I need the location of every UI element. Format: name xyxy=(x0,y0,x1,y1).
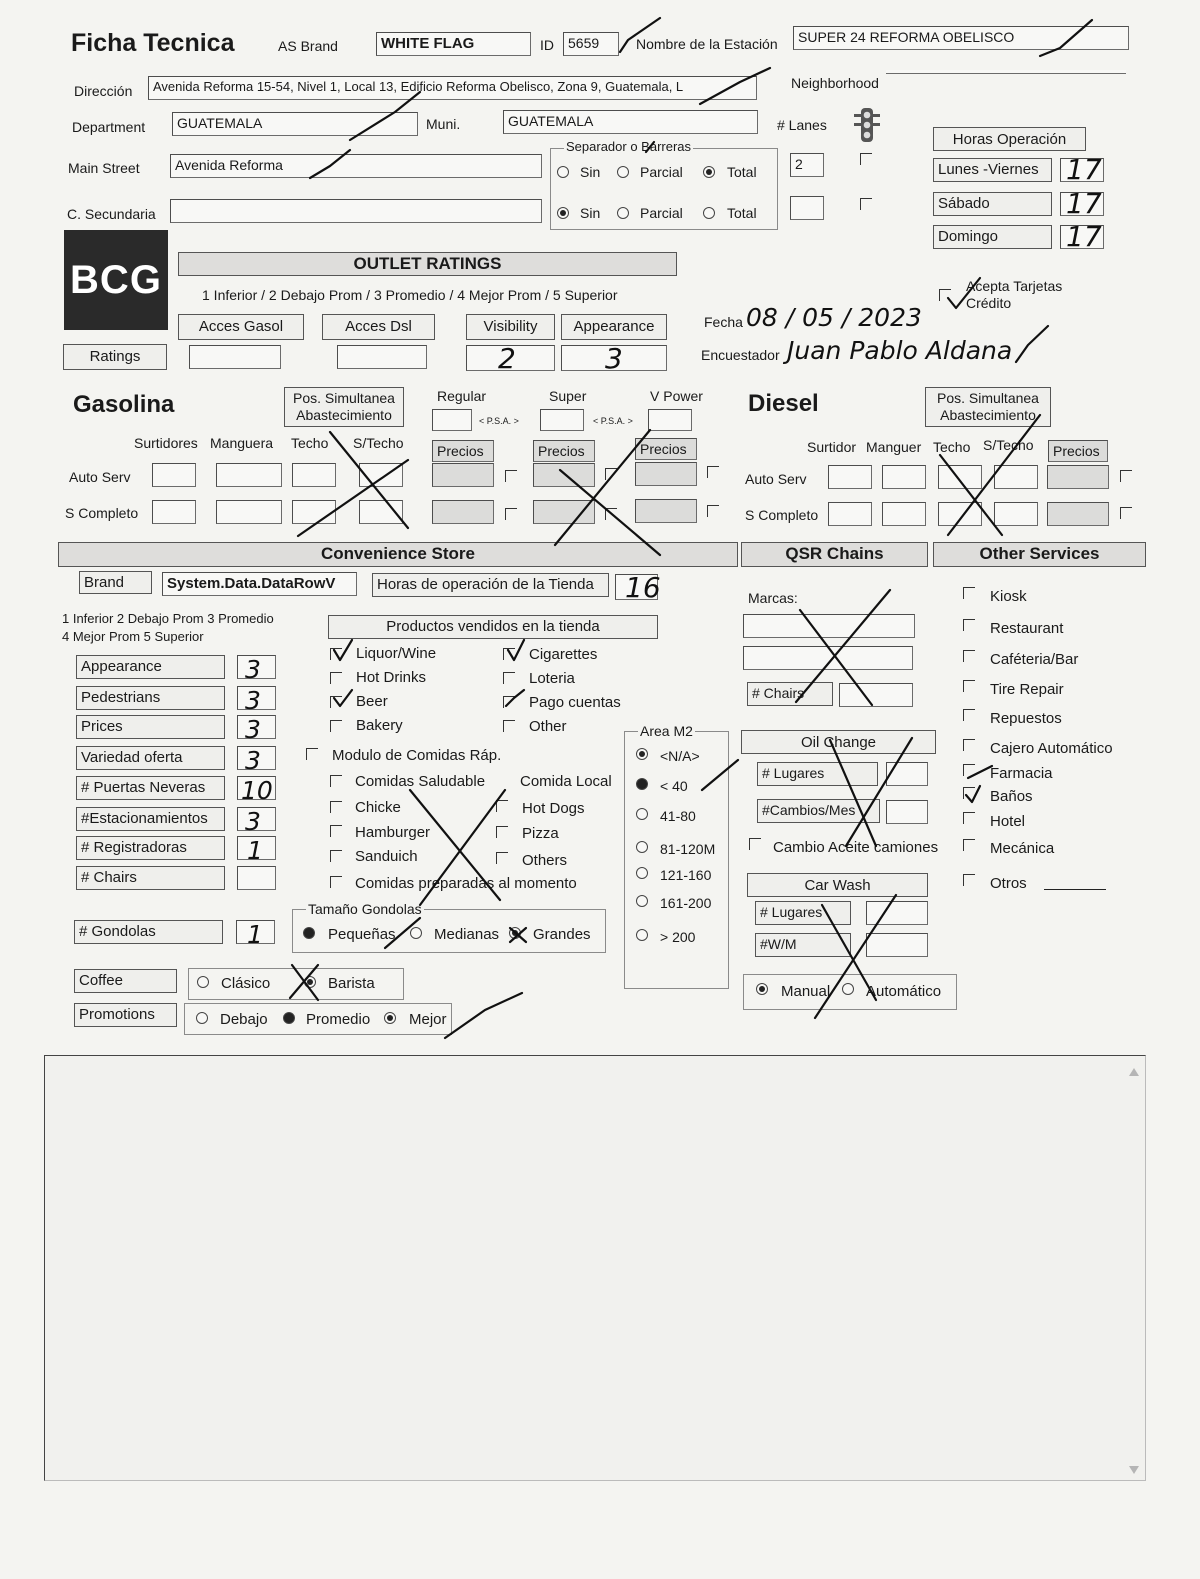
diesel-surtidor-label: Surtidor xyxy=(807,439,857,455)
gondola-size-label: Pequeñas xyxy=(328,926,396,943)
cs-metric-value: 3 xyxy=(245,655,261,684)
area-option: 41-80 xyxy=(660,808,696,824)
diesel-auto-serv-label: Auto Serv xyxy=(745,471,807,487)
check-mark-icon xyxy=(1040,20,1092,56)
area-option: > 200 xyxy=(660,929,696,945)
check-mark-icon xyxy=(948,278,980,308)
service-label: Restaurant xyxy=(990,620,1064,637)
diesel-title: Diesel xyxy=(748,390,819,417)
cs-metric-value: 3 xyxy=(245,807,261,836)
sunday-hours-value: 17 xyxy=(1066,220,1102,253)
check-mark-icon xyxy=(334,640,352,660)
service-label: Kiosk xyxy=(990,588,1027,605)
wash-wm-label: #W/M xyxy=(755,933,851,957)
sep1-sin-label: Sin xyxy=(580,164,601,180)
surtidores-label: Surtidores xyxy=(134,435,198,451)
cs-metric-label: Pedestrians xyxy=(76,686,225,710)
qsr-chairs-label: # Chairs xyxy=(747,682,833,706)
strike-line xyxy=(948,415,1040,535)
bcg-logo: BCG xyxy=(64,230,168,330)
strike-line xyxy=(410,790,500,900)
psa-label-1: < P.S.A. > xyxy=(479,416,519,426)
product-label: Liquor/Wine xyxy=(356,645,437,662)
check-mark-icon xyxy=(700,68,770,104)
check-mark-icon xyxy=(966,786,980,802)
vpower-precios-label: Precios xyxy=(635,438,697,460)
promotions-label: Promotions xyxy=(74,1003,177,1027)
wash-automatico-label: Automático xyxy=(866,983,942,1000)
acces-dsl-label: Acces Dsl xyxy=(322,314,435,340)
service-label: Otros xyxy=(990,875,1027,892)
service-label: Baños xyxy=(990,788,1033,805)
check-mark-icon xyxy=(445,993,522,1038)
id-label: ID xyxy=(540,37,554,53)
outlet-ratings-title: OUTLET RATINGS xyxy=(178,252,677,276)
super-label: Super xyxy=(549,388,587,404)
coffee-option: Clásico xyxy=(221,975,271,992)
separador-title: Separador o Barreras xyxy=(566,139,692,154)
diesel-manguer-label: Manguer xyxy=(866,439,922,455)
area-title: Area M2 xyxy=(640,723,693,739)
cs-metric-label: # Chairs xyxy=(76,866,225,890)
area-option: 81-120M xyxy=(660,841,716,857)
cs-hours-label: Horas de operación de la Tienda xyxy=(372,573,609,597)
diesel-techo-label: Techo xyxy=(933,439,971,455)
sep2-parcial-label: Parcial xyxy=(640,205,683,221)
regular-label: Regular xyxy=(437,388,487,404)
page-title: Ficha Tecnica xyxy=(71,29,235,57)
sep1-total-label: Total xyxy=(727,164,757,180)
cs-metric-value: 10 xyxy=(241,776,273,805)
weekday-label: Lunes -Viernes xyxy=(933,158,1052,182)
direccion-field[interactable]: Avenida Reforma 15-54, Nivel 1, Local 13, Edificio Reforma Obelisco, Zona 9, Guatemala, L xyxy=(148,76,757,100)
fecha-value: 08 / 05 / 2023 xyxy=(746,303,922,332)
coffee-option: Barista xyxy=(328,975,375,992)
encuestador-value: Juan Pablo Aldana xyxy=(787,336,1013,365)
diesel-precios-label: Precios xyxy=(1048,440,1108,462)
comida-local-label: Comida Local xyxy=(520,773,612,790)
oil-change-title: Oil Change xyxy=(741,730,936,754)
promotion-option: Mejor xyxy=(409,1011,447,1028)
strike-line xyxy=(555,430,650,545)
service-label: Repuestos xyxy=(990,710,1062,727)
strike-line xyxy=(830,740,876,846)
gondola-size-label: Grandes xyxy=(533,926,591,943)
cs-scale-line1: 1 Inferior 2 Debajo Prom 3 Promedio xyxy=(62,611,274,626)
coffee-label: Coffee xyxy=(74,969,177,993)
food-label: Comidas preparadas al momento xyxy=(355,875,577,892)
check-mark-icon xyxy=(968,766,992,778)
department-label: Department xyxy=(72,119,146,135)
cs-metric-label: # Registradoras xyxy=(76,836,225,860)
cs-metric-label: #Estacionamientos xyxy=(76,807,225,831)
saturday-label: Sábado xyxy=(933,192,1052,216)
cs-gondolas-label: # Gondolas xyxy=(74,920,223,944)
manguera-label: Manguera xyxy=(210,435,274,451)
food-label: Pizza xyxy=(522,825,559,842)
station-field[interactable]: SUPER 24 REFORMA OBELISCO xyxy=(793,26,1129,50)
diesel-s-techo-label: S/Techo xyxy=(983,437,1034,453)
cs-metric-label: Prices xyxy=(76,715,225,739)
other-services-title: Other Services xyxy=(933,542,1146,567)
food-label: Sanduich xyxy=(355,848,418,865)
cs-metric-value: 3 xyxy=(245,746,261,775)
super-precios-label: Precios xyxy=(533,440,595,462)
diesel-pos-simultanea: Pos. Simultanea Abastecimiento xyxy=(925,387,1051,427)
tarjetas-label: Acepta Tarjetas Crédito xyxy=(966,278,1063,311)
service-label: Cajero Automático xyxy=(990,740,1113,757)
cs-scale-line2: 4 Mejor Prom 5 Superior xyxy=(62,629,204,644)
strike-line xyxy=(822,905,876,1000)
brand-label: AS Brand xyxy=(278,38,338,54)
food-label: Others xyxy=(522,852,568,869)
cambio-camiones-label: Cambio Aceite camiones xyxy=(773,839,939,856)
cs-metric-label: Variedad oferta xyxy=(76,746,225,770)
sep2-total-label: Total xyxy=(727,205,757,221)
main-street-label: Main Street xyxy=(68,160,140,176)
diesel-s-completo-label: S Completo xyxy=(745,507,819,523)
qsr-chains-title: QSR Chains xyxy=(741,542,928,567)
saturday-hours-value: 17 xyxy=(1066,187,1102,220)
oil-lugares-label: # Lugares xyxy=(757,762,878,786)
cs-brand-field[interactable]: System.Data.DataRowV xyxy=(162,572,357,596)
encuestador-label: Encuestador xyxy=(701,347,780,363)
weekday-hours-value: 17 xyxy=(1066,153,1102,186)
product-label: Loteria xyxy=(529,670,575,687)
vpower-label: V Power xyxy=(650,388,703,404)
department-field[interactable]: GUATEMALA xyxy=(172,112,418,136)
secondary-street-label: C. Secundaria xyxy=(67,206,156,222)
gasolina-title: Gasolina xyxy=(73,391,175,418)
check-mark-icon xyxy=(1016,326,1048,362)
area-option: <N/A> xyxy=(660,748,700,764)
fecha-label: Fecha xyxy=(704,314,743,330)
psa-label-2: < P.S.A. > xyxy=(593,416,633,426)
cs-brand-label: Brand xyxy=(79,571,152,594)
promotion-option: Debajo xyxy=(220,1011,268,1028)
sunday-label: Domingo xyxy=(933,225,1052,249)
oil-cambios-label: #Cambios/Mes xyxy=(757,799,880,823)
convenience-store-title: Convenience Store xyxy=(58,542,738,567)
strike-line xyxy=(796,590,890,702)
area-option: < 40 xyxy=(660,778,688,794)
neighborhood-label: Neighborhood xyxy=(791,75,879,91)
check-mark-icon xyxy=(620,18,660,52)
strike-line xyxy=(330,432,408,528)
check-mark-icon xyxy=(334,690,352,706)
cs-metric-value: 3 xyxy=(245,715,261,744)
check-mark-icon xyxy=(506,690,524,706)
cs-hours-value: 16 xyxy=(625,571,661,604)
product-label: Beer xyxy=(356,693,388,710)
hours-title: Horas Operación xyxy=(933,127,1086,151)
food-label: Hamburger xyxy=(355,824,431,841)
product-label: Pago cuentas xyxy=(529,694,621,711)
wash-lugares-label: # Lugares xyxy=(755,901,851,925)
check-mark-icon xyxy=(508,640,524,660)
service-label: Farmacia xyxy=(990,765,1053,782)
promotion-option: Promedio xyxy=(306,1011,371,1028)
car-wash-title: Car Wash xyxy=(747,873,928,897)
techo-label: Techo xyxy=(291,435,329,451)
gas-s-completo-label: S Completo xyxy=(65,505,139,521)
muni-field[interactable]: GUATEMALA xyxy=(503,110,758,134)
visibility-label: Visibility xyxy=(466,314,555,340)
sep2-sin-label: Sin xyxy=(580,205,601,221)
ratings-scale: 1 Inferior / 2 Debajo Prom / 3 Promedio / 4 Mejor Prom / 5 Superior xyxy=(202,287,618,303)
strike-line xyxy=(940,455,1002,535)
regular-precios-label: Precios xyxy=(432,440,494,462)
area-option: 121-160 xyxy=(660,867,712,883)
ratings-label: Ratings xyxy=(63,344,167,370)
strike-line xyxy=(290,965,318,1000)
service-label: Hotel xyxy=(990,813,1026,830)
service-label: Caféteria/Bar xyxy=(990,651,1079,668)
food-label: Chicke xyxy=(355,799,401,816)
lanes-label: # Lanes xyxy=(777,117,827,133)
appearance-value: 3 xyxy=(605,342,623,375)
product-label: Other xyxy=(529,718,567,735)
product-label: Bakery xyxy=(356,717,403,734)
strike-line xyxy=(560,470,660,555)
products-title: Productos vendidos en la tienda xyxy=(328,615,658,639)
direccion-label: Dirección xyxy=(74,83,133,99)
service-label: Tire Repair xyxy=(990,681,1064,698)
check-mark-icon xyxy=(646,142,654,152)
check-mark-icon xyxy=(702,760,738,790)
cs-metric-label: # Puertas Neveras xyxy=(76,776,225,800)
cs-metric-value: 3 xyxy=(245,686,261,715)
gas-pos-simultanea: Pos. Simultanea Abastecimiento xyxy=(284,387,404,427)
station-label: Nombre de la Estación xyxy=(636,36,778,52)
strike-line xyxy=(510,928,526,942)
product-label: Cigarettes xyxy=(529,646,598,663)
gondola-size-label: Medianas xyxy=(434,926,500,943)
food-label: Hot Dogs xyxy=(522,800,585,817)
strike-line xyxy=(385,918,420,948)
strike-line xyxy=(846,738,912,846)
food-label: Comidas Saludable xyxy=(355,773,486,790)
product-label: Hot Drinks xyxy=(356,669,427,686)
service-label: Mecánica xyxy=(990,840,1055,857)
strike-line xyxy=(420,790,505,905)
visibility-value: 2 xyxy=(498,342,516,375)
muni-label: Muni. xyxy=(426,116,461,132)
check-mark-icon xyxy=(310,150,350,178)
cs-gondolas-value: 1 xyxy=(247,920,263,949)
cs-metric-value: 1 xyxy=(247,836,263,865)
gas-auto-serv-label: Auto Serv xyxy=(69,469,131,485)
id-field[interactable]: 5659 xyxy=(563,32,619,56)
s-techo-label: S/Techo xyxy=(353,435,404,451)
appearance-label: Appearance xyxy=(561,314,667,340)
cs-metric-label: Appearance xyxy=(76,655,225,679)
main-street-field[interactable]: Avenida Reforma xyxy=(170,154,542,178)
wash-manual-label: Manual xyxy=(781,983,831,1000)
area-option: 161-200 xyxy=(660,895,712,911)
gondola-size-title: Tamaño Gondolas xyxy=(308,901,422,917)
lanes-row1-field[interactable]: 2 xyxy=(790,153,824,177)
check-mark-icon xyxy=(350,92,420,140)
brand-field[interactable]: WHITE FLAG xyxy=(376,32,531,56)
acces-gasol-label: Acces Gasol xyxy=(178,314,304,340)
strike-line xyxy=(298,460,408,536)
sep1-parcial-label: Parcial xyxy=(640,164,683,180)
modulo-label: Modulo de Comidas Ráp. xyxy=(332,747,502,764)
marcas-label: Marcas: xyxy=(748,590,798,606)
